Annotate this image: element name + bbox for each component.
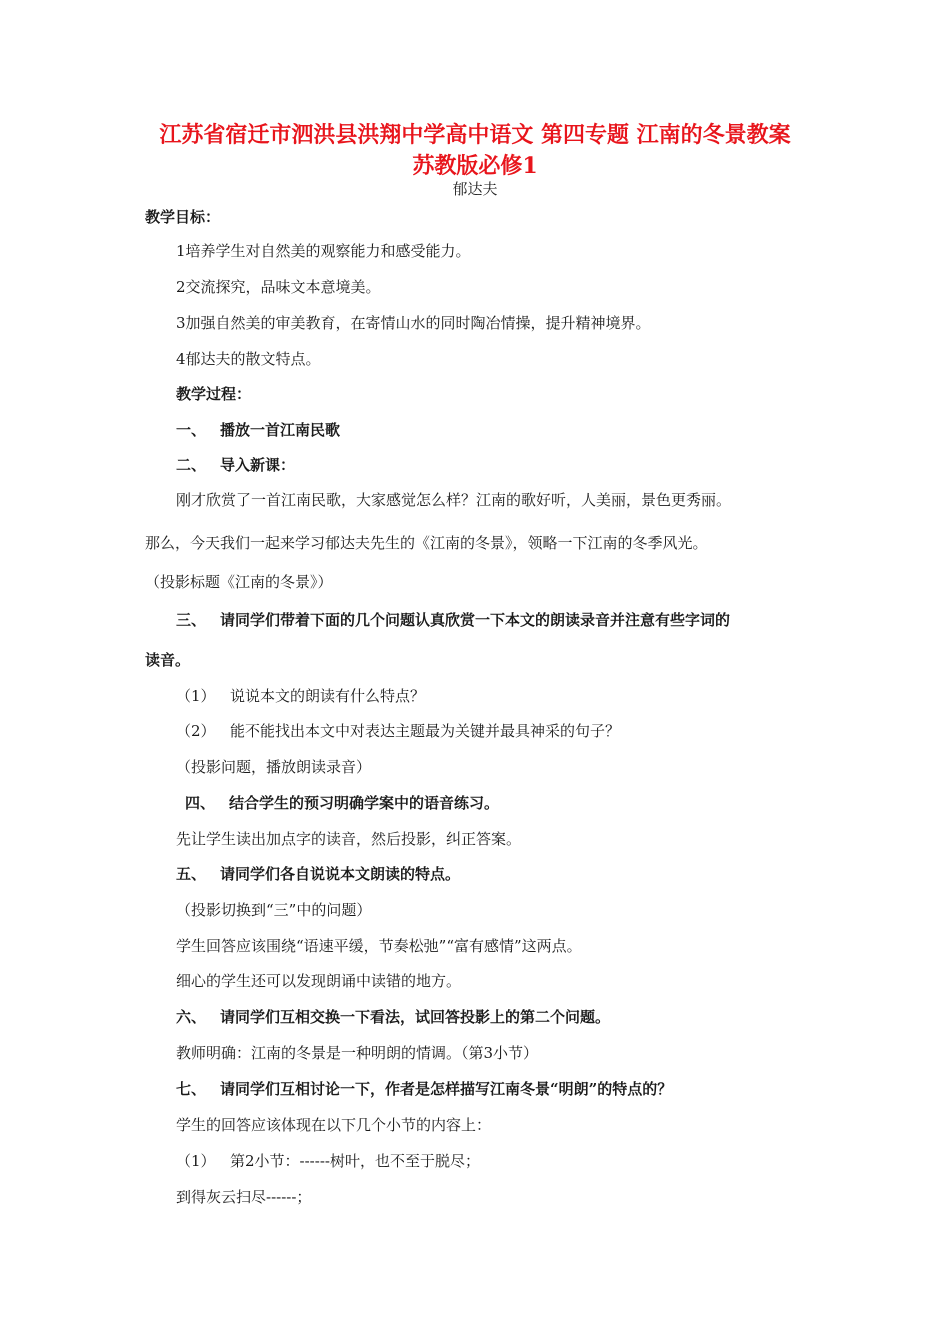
section-3-continuation: 读音。 — [145, 651, 191, 669]
section-4-heading — [185, 793, 499, 813]
section-7-item-1 — [176, 1151, 480, 1171]
section-7-number: 七、 — [176, 1080, 207, 1098]
document-title-line2: 苏教版必修1 — [412, 153, 538, 179]
section-7-item-2: 到得灰云扫尽------； — [176, 1188, 312, 1206]
section-7-item-1-text: 第2小节：------树叶，也不至于脱尽； — [230, 1152, 480, 1170]
section-2-number: 二、 — [176, 456, 207, 474]
section-5-paragraph-1: 学生回答应该围绕“语速平缓，节奏松弛”“富有感情”这两点。 — [176, 937, 582, 955]
section-2-heading — [176, 455, 295, 475]
intro-paragraph-1: 刚才欣赏了一首江南民歌，大家感觉怎么样？江南的歌好听，人美丽，景色更秀丽。 — [176, 491, 732, 509]
objective-item-3: 3加强自然美的审美教育，在寄情山水的同时陶冶情操，提升精神境界。 — [176, 314, 651, 332]
section-7-paragraph: 学生的回答应该体现在以下几个小节的内容上： — [176, 1116, 492, 1134]
section-4-paragraph: 先让学生读出加点字的读音，然后投影，纠正答案。 — [176, 830, 522, 848]
section-7-text: 请同学们互相讨论一下，作者是怎样描写江南冬景“明朗”的特点的？ — [220, 1080, 673, 1098]
section-6-paragraph: 教师明确：江南的冬景是一种明朗的情调。（第3小节） — [176, 1044, 539, 1062]
section-3-heading — [176, 610, 730, 630]
section-4-number: 四、 — [185, 794, 216, 812]
objective-item-2: 2交流探究，品味文本意境美。 — [176, 278, 381, 296]
question-1 — [176, 686, 425, 706]
section-5-note: （投影切换到“三”中的问题） — [176, 901, 372, 919]
question-2-number: （2） — [176, 722, 216, 740]
section-1-heading — [176, 420, 340, 440]
section-4-text: 结合学生的预习明确学案中的语音练习。 — [229, 794, 500, 812]
section-5-heading — [176, 864, 460, 884]
objective-item-4: 4郁达夫的散文特点。 — [176, 350, 321, 368]
section-1-number: 一、 — [176, 421, 207, 439]
author-name: 郁达夫 — [452, 180, 498, 198]
section-6-text: 请同学们互相交换一下看法，试回答投影上的第二个问题。 — [220, 1008, 611, 1026]
section-7-item-1-number: （1） — [176, 1152, 216, 1170]
section-3-number: 三、 — [176, 611, 207, 629]
section-2-text: 导入新课： — [220, 456, 296, 474]
process-heading: 教学过程： — [176, 385, 252, 403]
objective-item-1: 1培养学生对自然美的观察能力和感受能力。 — [176, 242, 471, 260]
question-1-number: （1） — [176, 687, 216, 705]
section-7-heading — [176, 1079, 672, 1099]
section-6-number: 六、 — [176, 1008, 207, 1026]
intro-note: （投影标题《江南的冬景》） — [145, 573, 333, 591]
question-2 — [176, 721, 620, 741]
intro-paragraph-2: 那么，今天我们一起来学习郁达夫先生的《江南的冬景》，领略一下江南的冬季风光。 — [145, 534, 708, 552]
section-3-text: 请同学们带着下面的几个问题认真欣赏一下本文的朗读录音并注意有些字词的 — [220, 611, 731, 629]
question-2-text: 能不能找出本文中对表达主题最为关键并最具神采的句子？ — [230, 722, 621, 740]
section-1-text: 播放一首江南民歌 — [220, 421, 341, 439]
objectives-heading: 教学目标： — [145, 208, 221, 226]
reading-note: （投影问题，播放朗读录音） — [176, 758, 372, 776]
question-1-text: 说说本文的朗读有什么特点？ — [230, 687, 426, 705]
section-5-text: 请同学们各自说说本文朗读的特点。 — [220, 865, 461, 883]
section-6-heading — [176, 1007, 610, 1027]
section-5-number: 五、 — [176, 865, 207, 883]
section-5-paragraph-2: 细心的学生还可以发现朗诵中读错的地方。 — [176, 972, 462, 990]
document-title-line1: 江苏省宿迁市泗洪县洪翔中学高中语文 第四专题 江南的冬景教案 — [159, 122, 791, 148]
